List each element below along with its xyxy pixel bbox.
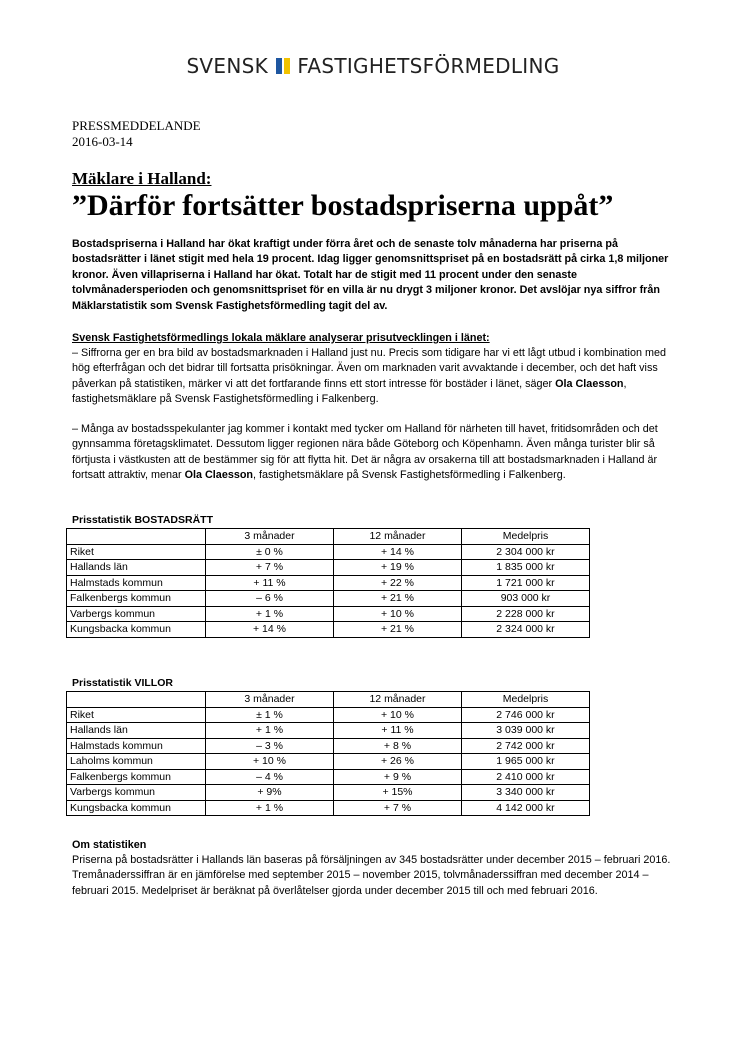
logo-flag-blue-mark	[276, 58, 282, 74]
table-cell: + 26 %	[334, 754, 462, 770]
table-cell: Medelpris	[462, 692, 590, 708]
table-cell: 2 746 000 kr	[462, 707, 590, 723]
table-row	[67, 723, 590, 739]
table-cell: Medelpris	[462, 529, 590, 545]
table-cell: + 8 %	[334, 738, 462, 754]
table-cell-label: Riket	[67, 544, 206, 560]
table-row	[67, 622, 590, 638]
table-cell: + 10 %	[334, 707, 462, 723]
quote-1-tail: , fastighetsmäklare på Svensk Fastighetsförmedling i Falkenberg.	[72, 377, 627, 406]
quote-paragraph-2	[72, 422, 682, 484]
lead-paragraph: Bostadspriserna i Halland har ökat kraftigt under förra året och de senaste tolv månaderna har priserna på bostadsrätter i länet stigit med hela 19 procent. Idag ligger genomsnittspriset på en bostadsrätt på cirka 1,8 miljoner kronor. Även villapriserna i Halland har ökat. Totalt har de stigit med 11 procent under den senaste tolvmånadersperioden och genomsnittspriset för en villa är nu drygt 3 miljoner kronor. Det avslöjar nya siffror från Mäklarstatistik som Svensk Fastighetsförmedling tagit del av.	[72, 238, 669, 312]
table-row	[67, 754, 590, 770]
table-row	[67, 738, 590, 754]
quote-2-speaker: Ola Claesson	[184, 469, 254, 482]
table-row	[67, 707, 590, 723]
table-row	[67, 544, 590, 560]
table-cell: + 7 %	[334, 800, 462, 816]
quote-paragraph-1	[72, 346, 682, 408]
table-row	[67, 606, 590, 622]
table-cell: + 11 %	[206, 575, 334, 591]
table-cell-label: Kungsbacka kommun	[67, 800, 206, 816]
table-cell: + 14 %	[334, 544, 462, 560]
table-cell: 2 324 000 kr	[462, 622, 590, 638]
table-cell-label: Kungsbacka kommun	[67, 622, 206, 638]
section-heading: Svensk Fastighetsförmedlings lokala mäklare analyserar prisutvecklingen i länet:	[72, 332, 490, 344]
document-type: PRESSMEDDELANDE	[72, 118, 201, 133]
table-row	[67, 769, 590, 785]
table-cell: + 22 %	[334, 575, 462, 591]
table-row	[67, 560, 590, 576]
table-cell: – 3 %	[206, 738, 334, 754]
table-cell: 1 965 000 kr	[462, 754, 590, 770]
table-cell: + 1 %	[206, 723, 334, 739]
table-cell-label: Halmstads kommun	[67, 738, 206, 754]
about-text: Priserna på bostadsrätter i Hallands län baseras på försäljningen av 345 bostadsrätter under december 2015 – februari 2016. Tremånaderssiffran är en jämförelse med september 2015 – november 2015, tolvmånaderssiffran med december 2014 – februari 2015. Medelpriset är beräknat på överlåtelser gjorda under december 2015 till och med februari 2016.	[72, 854, 671, 897]
table-cell: + 21 %	[334, 622, 462, 638]
table-cell: + 1 %	[206, 606, 334, 622]
page-subtitle: Mäklare i Halland:	[72, 169, 212, 188]
table-cell: 1 835 000 kr	[462, 560, 590, 576]
table-header-row	[67, 529, 590, 545]
table-cell-label: Varbergs kommun	[67, 606, 206, 622]
table-cell: 3 månader	[206, 529, 334, 545]
table-cell: + 9%	[206, 785, 334, 801]
table-cell: + 1 %	[206, 800, 334, 816]
table-cell-label: Falkenbergs kommun	[67, 591, 206, 607]
table-cell-label: Riket	[67, 707, 206, 723]
table-cell: 2 228 000 kr	[462, 606, 590, 622]
table-cell: + 14 %	[206, 622, 334, 638]
table-row	[67, 800, 590, 816]
table-cell-label: Laholms kommun	[67, 754, 206, 770]
table-row	[67, 591, 590, 607]
table-cell: 903 000 kr	[462, 591, 590, 607]
table-cell: 3 039 000 kr	[462, 723, 590, 739]
table-cell: + 21 %	[334, 591, 462, 607]
table-cell: + 19 %	[334, 560, 462, 576]
table-cell: 3 340 000 kr	[462, 785, 590, 801]
table-cell: 1 721 000 kr	[462, 575, 590, 591]
table-header-row	[67, 692, 590, 708]
table-cell: 2 304 000 kr	[462, 544, 590, 560]
table-cell: 12 månader	[334, 529, 462, 545]
table-cell: 4 142 000 kr	[462, 800, 590, 816]
quote-2-tail: , fastighetsmäklare på Svensk Fastighetsförmedling i Falkenberg.	[253, 469, 566, 482]
logo-word-left: SVENSK	[186, 54, 269, 78]
logo-word-right: FASTIGHETSFÖRMEDLING	[297, 54, 560, 78]
page-title: ”Därför fortsätter bostadspriserna uppåt”	[72, 189, 614, 222]
table-cell: – 4 %	[206, 769, 334, 785]
table-cell: + 10 %	[334, 606, 462, 622]
table-cell-label: Hallands län	[67, 723, 206, 739]
table-cell-label	[67, 529, 206, 545]
table-row	[67, 785, 590, 801]
table-cell: 2 410 000 kr	[462, 769, 590, 785]
table-bostadsratt	[66, 528, 590, 638]
table-row	[67, 575, 590, 591]
table-cell: ± 1 %	[206, 707, 334, 723]
table-cell: ± 0 %	[206, 544, 334, 560]
table-cell-label: Falkenbergs kommun	[67, 769, 206, 785]
table-bostadsratt-title: Prisstatistik BOSTADSRÄTT	[72, 514, 213, 526]
document-date: 2016-03-14	[72, 134, 133, 149]
table-cell: 3 månader	[206, 692, 334, 708]
table-cell: + 7 %	[206, 560, 334, 576]
logo-flag-yellow-mark	[284, 58, 290, 74]
table-cell-label: Varbergs kommun	[67, 785, 206, 801]
table-cell: + 11 %	[334, 723, 462, 739]
table-cell: 2 742 000 kr	[462, 738, 590, 754]
quote-2-text: – Många av bostadsspekulanter jag kommer i kontakt med tycker om Halland för närheten till havet, fritidsområden och det gynnsamma företagsklimatet. Dessutom ligger regionen nära både Göteborg och Köpenhamn. Även många turister blir så förtjusta i västkusten att de bestämmer sig för att flytta hit. Det är några av orsakerna till att bostadsmarknaden i Halland är fortsatt attraktiv, menar	[72, 423, 658, 482]
about-heading: Om statistiken	[72, 839, 147, 851]
company-logo	[0, 54, 746, 78]
table-villor-title: Prisstatistik VILLOR	[72, 677, 173, 689]
table-cell-label: Hallands län	[67, 560, 206, 576]
table-cell: – 6 %	[206, 591, 334, 607]
table-villor	[66, 691, 590, 816]
table-cell: + 10 %	[206, 754, 334, 770]
table-cell-label: Halmstads kommun	[67, 575, 206, 591]
press-meta	[72, 118, 201, 150]
quote-1-text: – Siffrorna ger en bra bild av bostadsmarknaden i Halland just nu. Precis som tidigare har vi ett lågt utbud i kombination med hög efterfrågan och det bidrar till fortsatta prisökningar. Även om marknaden varit avvaktande i december, och det haft viss påverkan på statistiken, märker vi att det fortfarande finns ett stort intresse för bostäder i länet, säger	[72, 347, 666, 390]
table-cell: + 9 %	[334, 769, 462, 785]
table-cell-label	[67, 692, 206, 708]
quote-1-speaker: Ola Claesson	[555, 377, 624, 390]
table-cell: 12 månader	[334, 692, 462, 708]
table-cell: + 15%	[334, 785, 462, 801]
